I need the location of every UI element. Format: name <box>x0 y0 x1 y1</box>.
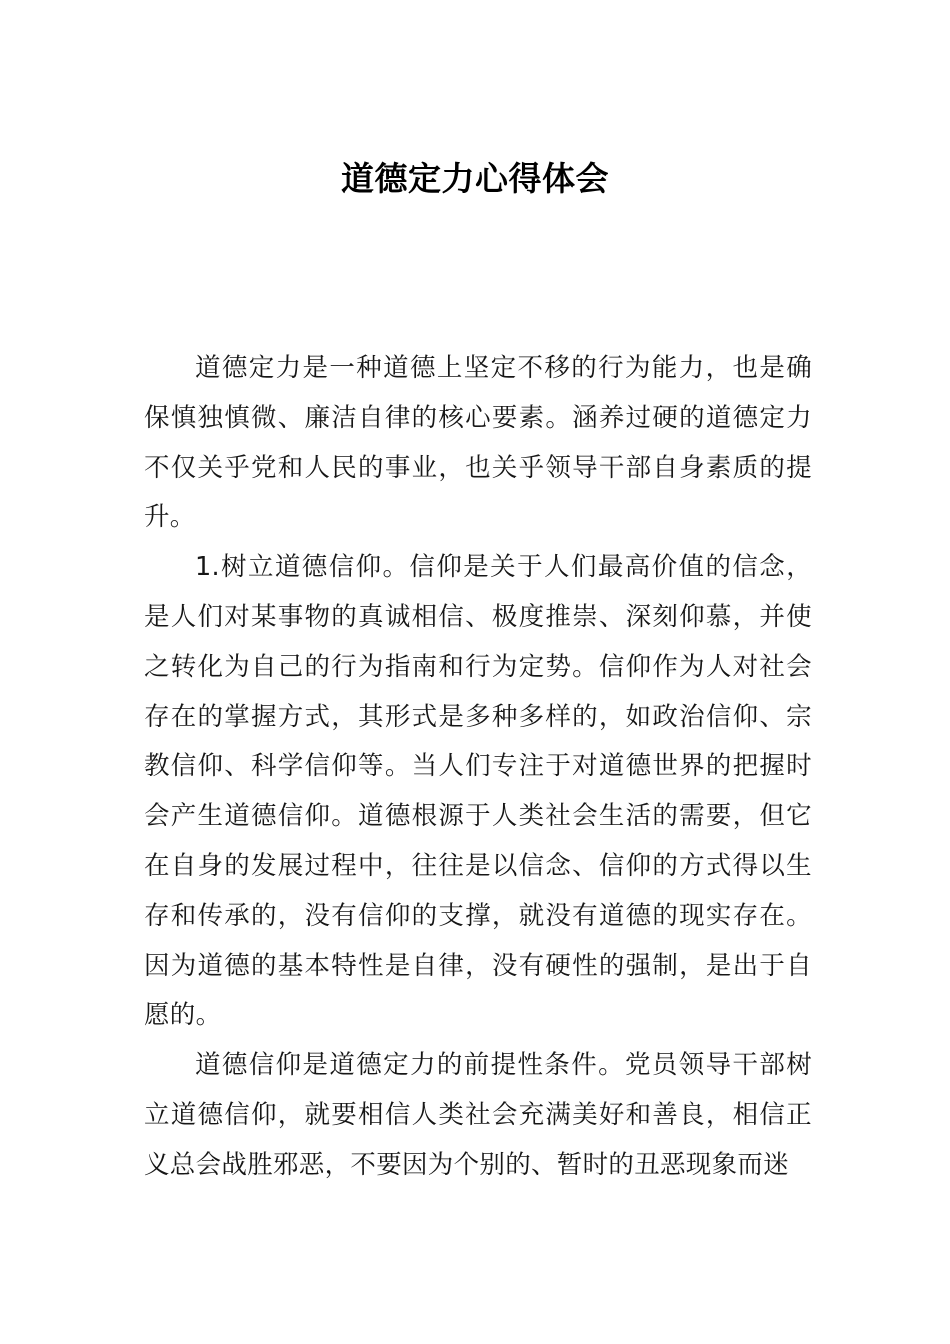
paragraph-moral-belief: 1.树立道德信仰。信仰是关于人们最高价值的信念，是人们对某事物的真诚相信、极度推崇、深刻仰慕，并使之转化为自己的行为指南和行为定势。信仰作为人对社会存在的掌握方式，其形式是多种多样的，如政治信仰、宗教信仰、科学信仰等。当人们专注于对道德世界的把握时会产生道德信仰。道德根源于人类社会生活的需要，但它在自身的发展过程中，往往是以信念、信仰的方式得以生存和传承的，没有信仰的支撑，就没有道德的现实存在。因为道德的基本特性是自律，没有硬性的强制，是出于自愿的。 <box>144 552 812 1031</box>
paragraph-precondition: 道德信仰是道德定力的前提性条件。党员领导干部树立道德信仰，就要相信人类社会充满美好和善良，相信正义总会战胜邪恶，不要因为个别的、暂时的丑恶现象而迷 <box>144 1050 812 1180</box>
document-title: 道德定力心得体会 <box>341 159 609 198</box>
document-body <box>144 344 812 1191</box>
paragraph-intro: 道德定力是一种道德上坚定不移的行为能力，也是确保慎独慎微、廉洁自律的核心要素。涵养过硬的道德定力不仅关乎党和人民的事业，也关乎领导干部自身素质的提升。 <box>144 353 812 533</box>
